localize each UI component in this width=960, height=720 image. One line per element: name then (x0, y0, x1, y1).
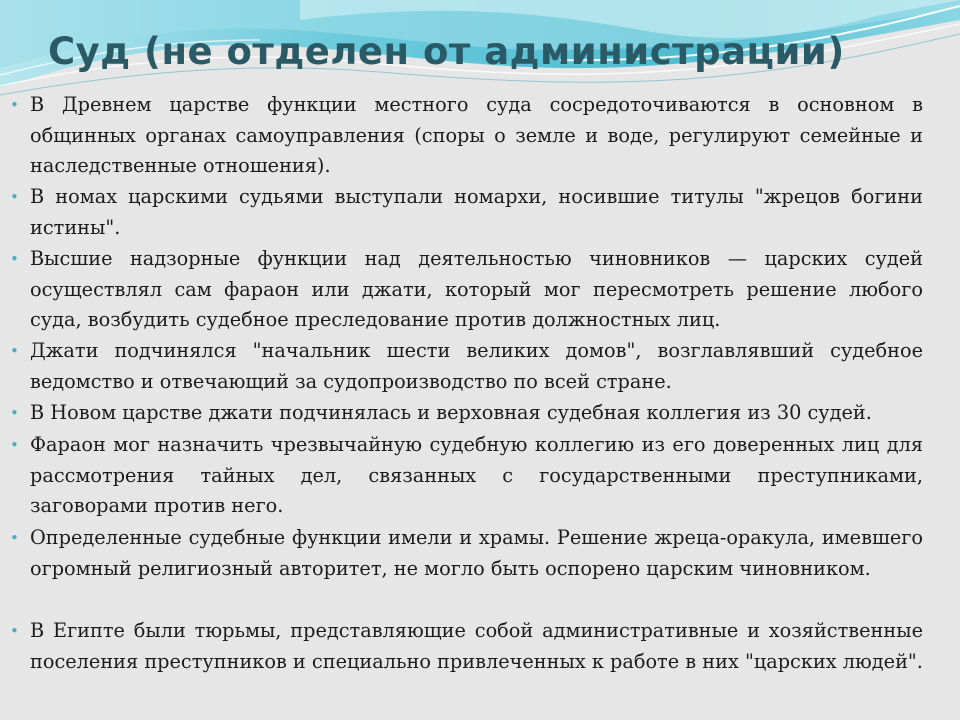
bullet-text: Определенные судебные функции имели и храмы. Решение жреца-оракула, имевшего огромный религиозный авторитет, не могло быть оспорено царским чиновником. (30, 526, 923, 580)
bullet-icon: • (10, 622, 19, 640)
bullet-icon: • (10, 96, 19, 114)
slide-title: Суд (не отделен от администрации) (48, 30, 845, 73)
bullet-icon: • (10, 436, 19, 454)
bullet-item (10, 430, 923, 522)
bullet-item (10, 616, 923, 677)
bullet-item (10, 336, 923, 397)
bullet-item (10, 182, 923, 243)
bullet-text: Высшие надзорные функции над деятельностью чиновников — царских судей осуществлял сам фараон или джати, который мог пересмотреть решение любого суда, возбудить судебное преследование против должностных лиц. (30, 247, 923, 331)
bullet-icon: • (10, 404, 19, 422)
bullet-icon: • (10, 529, 19, 547)
bullet-text: В Египте были тюрьмы, представляющие собой административные и хозяйственные поселения преступников и специально привлеченных к работе в них "царских людей". (30, 619, 923, 673)
bullet-item (10, 398, 923, 429)
bullet-icon: • (10, 342, 19, 360)
bullet-text: Джати подчинялся "начальник шести великих домов", возглавлявший судебное ведомство и отвечающий за судопроизводство по всей стране. (30, 339, 923, 393)
bullet-text: В Новом царстве джати подчинялась и верховная судебная коллегия из 30 судей. (30, 401, 872, 424)
bullet-item (10, 90, 923, 182)
bullet-text: В номах царскими судьями выступали номархи, носившие титулы "жрецов богини истины". (30, 185, 923, 239)
bullet-item (10, 244, 923, 336)
bullet-text: В Древнем царстве функции местного суда сосредоточиваются в основном в общинных органах самоуправления (споры о земле и воде, регулируют семейные и наследственные отношения). (30, 93, 923, 177)
bullet-icon: • (10, 188, 19, 206)
bullet-text: Фараон мог назначить чрезвычайную судебную коллегию из его доверенных лиц для рассмотрения тайных дел, связанных с государственными преступниками, заговорами против него. (30, 433, 923, 517)
bullet-icon: • (10, 250, 19, 268)
bullet-item (10, 523, 923, 584)
